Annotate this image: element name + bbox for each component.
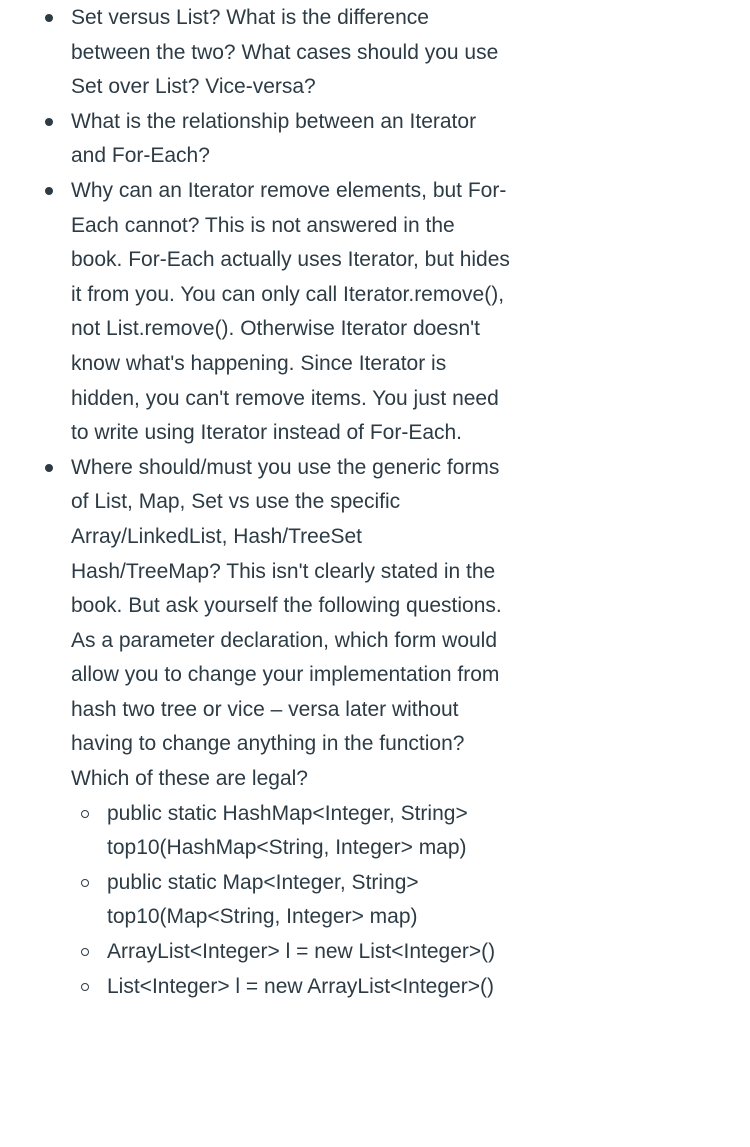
code-example-item [107, 935, 517, 970]
code-example-item [107, 866, 517, 935]
code-example-text: ArrayList<Integer> l = new List<Integer>() [107, 940, 496, 964]
list-item-text: Why can an Iterator remove elements, but For-Each cannot? This is not answered in the book. For-Each actually uses Iterator, but hides it from you. You can only call Iterator.remove(), not List.remove(). Otherwise Iterator doesn't know what's happening. Since Iterator is hidden, you can't remove items. You just need to write using Iterator instead of For-Each. [71, 178, 510, 445]
list-item-iterator-foreach [71, 105, 511, 174]
list-item-text: What is the relationship between an Iterator and For-Each? [71, 109, 477, 168]
code-example-item [107, 970, 517, 1005]
list-item-set-vs-list [71, 1, 511, 105]
code-example-item [107, 797, 517, 866]
question-list [71, 1, 511, 1004]
list-item-text: Where should/must you use the generic forms of List, Map, Set vs use the specific Array/LinkedList, Hash/TreeSet Hash/TreeMap? This isn't clearly stated in the book. But ask yourself the following questions. As a parameter declaration, which form would allow you to change your implementation from hash two tree or vice – versa later without having to change anything in the function? Which of these are legal? [71, 455, 502, 791]
code-example-text: public static Map<Integer, String> top10(Map<String, Integer> map) [107, 870, 419, 929]
list-item-text: Set versus List? What is the difference between the two? What cases should you use Set over List? Vice-versa? [71, 6, 499, 99]
code-example-text: public static HashMap<Integer, String> top10(HashMap<String, Integer> map) [107, 801, 468, 860]
list-item-iterator-remove [71, 174, 511, 451]
code-example-list [71, 797, 511, 1005]
list-item-generic-forms [71, 451, 511, 1005]
code-example-text: List<Integer> l = new ArrayList<Integer>() [107, 974, 494, 998]
